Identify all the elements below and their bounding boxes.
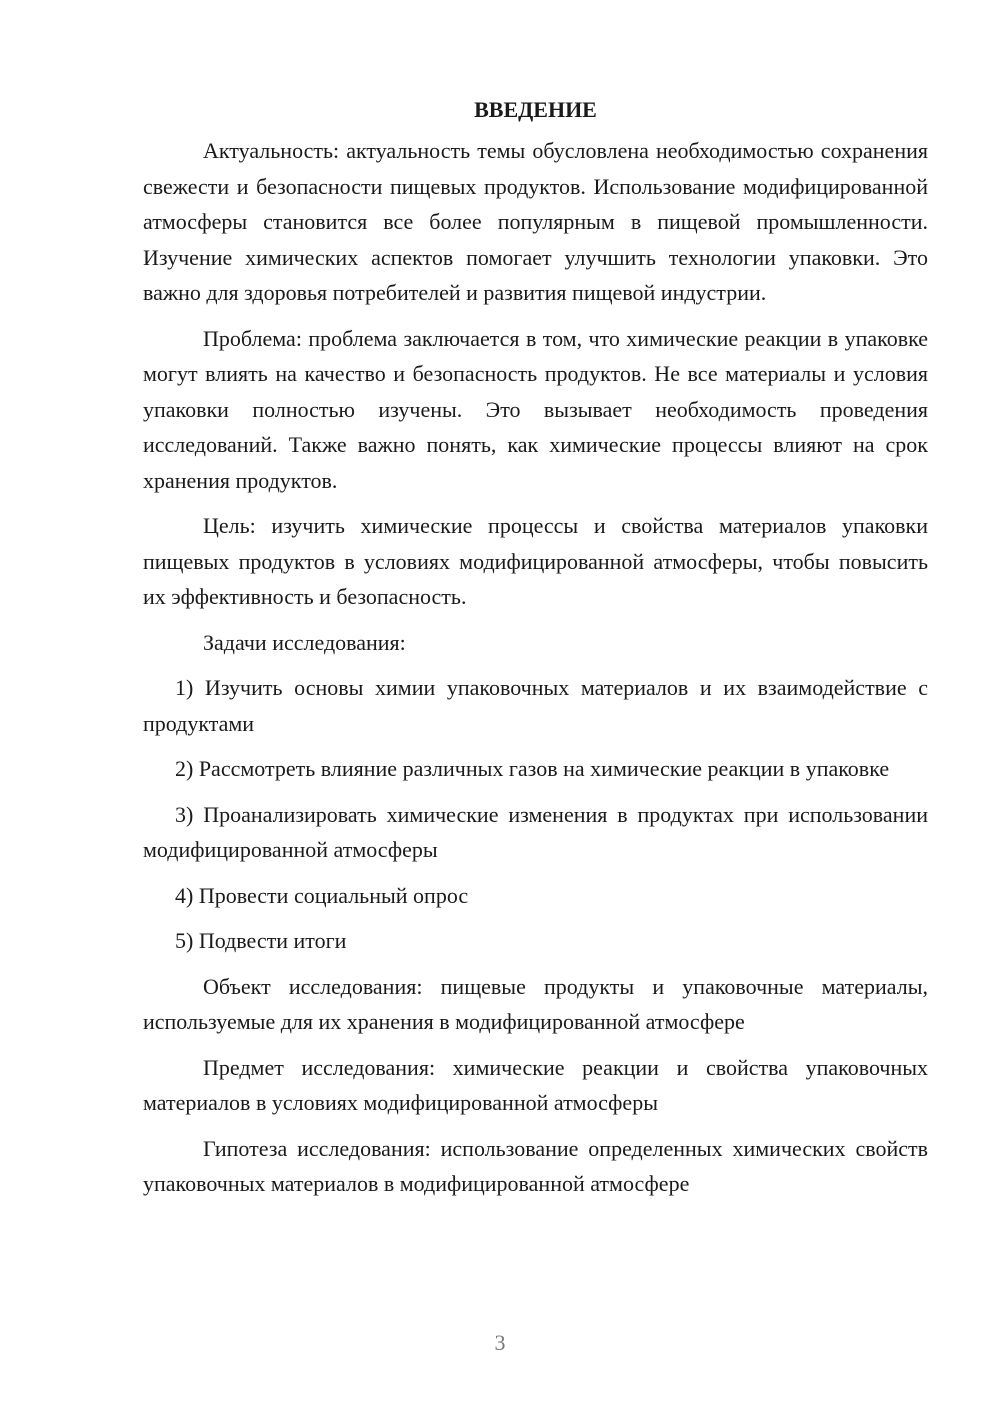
section-heading: ВВЕДЕНИЕ: [474, 97, 597, 122]
task-item: 4) Провести социальный опрос: [175, 882, 469, 908]
tasks-label: Задачи исследования:: [203, 629, 406, 655]
task-item: 5) Подвести итоги: [175, 928, 347, 953]
subject-paragraph: Предмет исследования: химические реакции и свойства упаковочных материалов в условиях модифицированной атмосферы: [143, 1054, 928, 1115]
task-item: 2) Рассмотреть влияние различных газов на химические реакции в упаковке: [175, 756, 890, 781]
task-item: 3) Проанализировать химические изменения в продуктах при использовании модифицированной атмосферы: [143, 801, 928, 862]
hypothesis-paragraph: Гипотеза исследования: использование определенных химических свойств упаковочных материалов в модифицированной атмосфере: [143, 1135, 928, 1196]
relevance-paragraph: Актуальность: актуальность темы обусловлена необходимостью сохранения свежести и безопасности пищевых продуктов. Использование модифицированной атмосферы становится все более популярным в пищевой промышленности. Изучение химических аспектов помогает улучшить технологии упаковки. Это важно для здоровья потребителей и развития пищевой индустрии.: [143, 138, 928, 305]
document-body: [143, 92, 928, 1212]
problem-paragraph: Проблема: проблема заключается в том, что химические реакции в упаковке могут влиять на качество и безопасность продуктов. Не все материалы и условия упаковки полностью изучены. Это вызывает необходимость проведения исследований. Также важно понять, как химические процессы влияют на срок хранения продуктов.: [143, 325, 928, 493]
task-item: 1) Изучить основы химии упаковочных материалов и их взаимодействие с продуктами: [143, 675, 928, 736]
page-number: 3: [494, 1330, 506, 1355]
object-paragraph: Объект исследования: пищевые продукты и упаковочные материалы, используемые для их хранения в модифицированной атмосфере: [143, 973, 928, 1034]
goal-paragraph: Цель: изучить химические процессы и свойства материалов упаковки пищевых продуктов в условиях модифицированной атмосферы, чтобы повысить их эффективность и безопасность.: [143, 513, 928, 609]
